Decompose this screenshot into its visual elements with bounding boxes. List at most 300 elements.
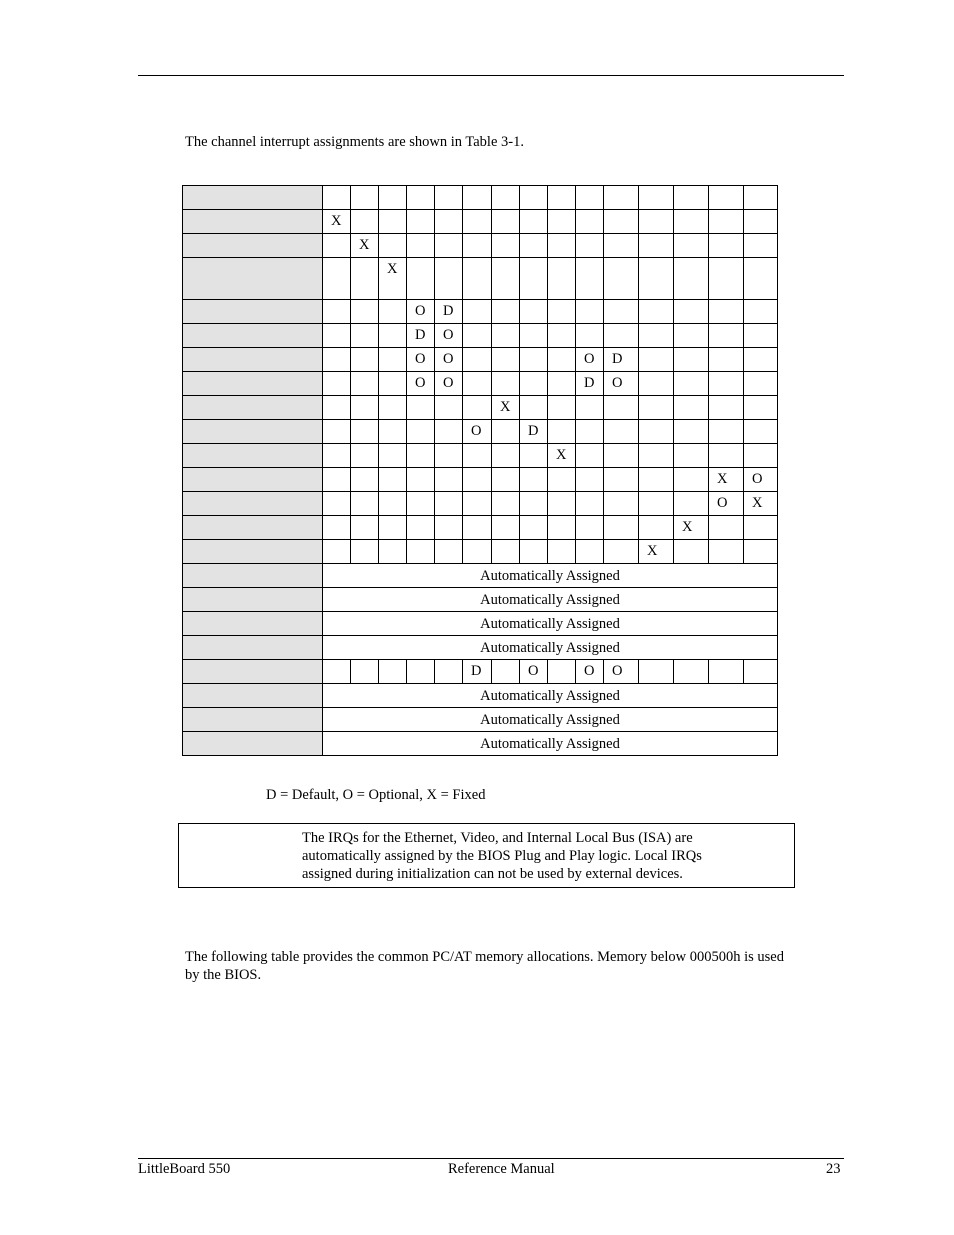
irq-cell [323, 396, 351, 420]
irq-cell [351, 492, 379, 516]
irq-cell [492, 300, 520, 324]
irq-row-label-cell [183, 708, 323, 732]
irq-cell [520, 234, 548, 258]
irq-cell: X [492, 396, 520, 420]
irq-cell [463, 516, 492, 540]
auto-assigned-cell: Automatically Assigned [323, 612, 778, 636]
irq-cell [604, 186, 639, 210]
irq-cell [435, 444, 463, 468]
auto-assigned-cell: Automatically Assigned [323, 588, 778, 612]
irq-cell [435, 492, 463, 516]
irq-table-row [183, 186, 778, 210]
auto-assigned-cell: Automatically Assigned [323, 636, 778, 660]
irq-cell [351, 420, 379, 444]
irq-cell [463, 444, 492, 468]
irq-cell [674, 348, 709, 372]
irq-cell [604, 324, 639, 348]
irq-cell: X [709, 468, 744, 492]
irq-cell [435, 396, 463, 420]
irq-cell [379, 540, 407, 564]
irq-cell [709, 348, 744, 372]
irq-cell [674, 396, 709, 420]
irq-cell [639, 234, 674, 258]
irq-cell [492, 234, 520, 258]
irq-cell [492, 348, 520, 372]
irq-cell: O [709, 492, 744, 516]
irq-cell [548, 234, 576, 258]
irq-cell [323, 444, 351, 468]
irq-assignment-table [182, 185, 778, 756]
irq-cell [639, 210, 674, 234]
irq-cell [492, 372, 520, 396]
irq-cell [548, 660, 576, 684]
irq-cell: X [351, 234, 379, 258]
irq-cell: D [463, 660, 492, 684]
irq-cell [709, 396, 744, 420]
irq-cell: O [744, 468, 778, 492]
irq-table-row [183, 300, 778, 324]
irq-cell [744, 516, 778, 540]
irq-cell [709, 420, 744, 444]
irq-cell [576, 300, 604, 324]
irq-cell [674, 468, 709, 492]
irq-cell [548, 396, 576, 420]
irq-cell [407, 444, 435, 468]
memory-paragraph [185, 948, 845, 984]
irq-cell [435, 468, 463, 492]
irq-cell [323, 372, 351, 396]
irq-row-label-cell [183, 588, 323, 612]
irq-row-label-cell [183, 516, 323, 540]
irq-table-row [183, 210, 778, 234]
irq-cell [548, 468, 576, 492]
irq-cell [435, 210, 463, 234]
irq-cell [463, 468, 492, 492]
irq-cell [604, 492, 639, 516]
irq-cell [435, 420, 463, 444]
irq-cell [379, 234, 407, 258]
irq-row-label-cell [183, 210, 323, 234]
irq-cell [639, 660, 674, 684]
irq-cell [407, 660, 435, 684]
irq-row-label-cell [183, 258, 323, 300]
irq-table-row [183, 492, 778, 516]
irq-cell: O [407, 372, 435, 396]
irq-cell [351, 444, 379, 468]
irq-cell [463, 234, 492, 258]
irq-cell [520, 258, 548, 300]
irq-row-label-cell [183, 684, 323, 708]
irq-cell: O [604, 660, 639, 684]
irq-cell [548, 348, 576, 372]
irq-cell [463, 210, 492, 234]
irq-cell: O [435, 324, 463, 348]
irq-cell [351, 324, 379, 348]
irq-cell [639, 516, 674, 540]
irq-cell [463, 540, 492, 564]
irq-cell [604, 516, 639, 540]
irq-cell [548, 324, 576, 348]
irq-cell [744, 186, 778, 210]
irq-cell [492, 540, 520, 564]
irq-cell [604, 468, 639, 492]
irq-cell [744, 234, 778, 258]
irq-table-row [183, 684, 778, 708]
irq-row-label-cell [183, 420, 323, 444]
irq-table-row [183, 660, 778, 684]
irq-cell [379, 372, 407, 396]
irq-cell: D [520, 420, 548, 444]
irq-cell [548, 300, 576, 324]
irq-cell [351, 540, 379, 564]
irq-row-label-cell [183, 324, 323, 348]
irq-cell [576, 186, 604, 210]
irq-cell [407, 210, 435, 234]
irq-cell [351, 186, 379, 210]
irq-cell [639, 468, 674, 492]
irq-cell [576, 492, 604, 516]
irq-cell [548, 210, 576, 234]
irq-cell [604, 258, 639, 300]
irq-cell [674, 420, 709, 444]
irq-cell: O [435, 348, 463, 372]
irq-cell [709, 372, 744, 396]
intro-paragraph: The channel interrupt assignments are shown in Table 3-1. [185, 134, 524, 150]
irq-cell [463, 258, 492, 300]
irq-cell [709, 234, 744, 258]
irq-cell [744, 540, 778, 564]
irq-cell [674, 660, 709, 684]
irq-cell [576, 258, 604, 300]
note-box [178, 823, 795, 888]
irq-cell: D [435, 300, 463, 324]
irq-cell [463, 396, 492, 420]
irq-cell [435, 540, 463, 564]
irq-cell [709, 186, 744, 210]
irq-cell [576, 324, 604, 348]
irq-cell [379, 186, 407, 210]
irq-cell [520, 324, 548, 348]
irq-row-label-cell [183, 300, 323, 324]
irq-cell [744, 258, 778, 300]
irq-cell [639, 420, 674, 444]
irq-cell [520, 186, 548, 210]
irq-row-label-cell [183, 732, 323, 756]
irq-row-label-cell [183, 396, 323, 420]
note-text [302, 829, 762, 883]
irq-cell [323, 468, 351, 492]
irq-cell [576, 420, 604, 444]
irq-table-row [183, 588, 778, 612]
irq-cell: O [604, 372, 639, 396]
irq-cell [407, 492, 435, 516]
note-line: automatically assigned by the BIOS Plug and Play logic. Local IRQs [302, 848, 702, 864]
irq-cell: X [639, 540, 674, 564]
irq-cell [744, 348, 778, 372]
irq-row-label-cell [183, 612, 323, 636]
irq-cell [351, 258, 379, 300]
irq-cell [520, 300, 548, 324]
irq-cell: D [576, 372, 604, 396]
irq-cell [674, 300, 709, 324]
irq-cell [744, 420, 778, 444]
irq-cell [639, 258, 674, 300]
note-line: The IRQs for the Ethernet, Video, and Internal Local Bus (ISA) are [302, 830, 693, 846]
irq-cell [407, 516, 435, 540]
irq-cell [674, 540, 709, 564]
irq-cell [576, 516, 604, 540]
irq-cell [492, 186, 520, 210]
irq-table-row [183, 708, 778, 732]
irq-cell [604, 234, 639, 258]
irq-cell [323, 540, 351, 564]
irq-cell [744, 396, 778, 420]
irq-cell: X [379, 258, 407, 300]
irq-cell [548, 540, 576, 564]
irq-table-row [183, 324, 778, 348]
table-legend: D = Default, O = Optional, X = Fixed [266, 787, 486, 803]
irq-cell [520, 540, 548, 564]
irq-cell [435, 516, 463, 540]
irq-cell [576, 234, 604, 258]
irq-cell: D [604, 348, 639, 372]
irq-cell [604, 444, 639, 468]
irq-cell [604, 420, 639, 444]
irq-cell [379, 396, 407, 420]
irq-cell [709, 300, 744, 324]
irq-cell [548, 420, 576, 444]
irq-cell [520, 492, 548, 516]
irq-cell [407, 468, 435, 492]
irq-row-label-cell [183, 186, 323, 210]
irq-cell [492, 468, 520, 492]
irq-cell: X [744, 492, 778, 516]
irq-cell [709, 324, 744, 348]
irq-cell [639, 348, 674, 372]
irq-cell [407, 540, 435, 564]
irq-cell [463, 348, 492, 372]
irq-cell [379, 468, 407, 492]
irq-cell [323, 492, 351, 516]
irq-cell [639, 492, 674, 516]
irq-cell [639, 396, 674, 420]
irq-cell [709, 540, 744, 564]
irq-cell [463, 300, 492, 324]
irq-cell [674, 186, 709, 210]
irq-table-row [183, 444, 778, 468]
irq-cell: O [463, 420, 492, 444]
irq-cell [639, 372, 674, 396]
irq-table-row [183, 396, 778, 420]
irq-cell: D [407, 324, 435, 348]
irq-cell [492, 492, 520, 516]
irq-cell [709, 516, 744, 540]
irq-cell: X [674, 516, 709, 540]
irq-cell [379, 516, 407, 540]
irq-cell: X [548, 444, 576, 468]
irq-table-row [183, 564, 778, 588]
irq-cell [548, 258, 576, 300]
irq-cell [323, 300, 351, 324]
memory-paragraph-line: by the BIOS. [185, 967, 262, 983]
note-line: assigned during initialization can not be used by external devices. [302, 866, 683, 882]
irq-cell [492, 324, 520, 348]
irq-cell [492, 444, 520, 468]
irq-row-label-cell [183, 234, 323, 258]
irq-table-row [183, 468, 778, 492]
irq-cell [744, 372, 778, 396]
irq-cell [463, 372, 492, 396]
irq-cell [548, 372, 576, 396]
page-number: 23 [826, 1161, 841, 1177]
auto-assigned-cell: Automatically Assigned [323, 708, 778, 732]
irq-cell [379, 660, 407, 684]
irq-cell [379, 420, 407, 444]
irq-cell [709, 660, 744, 684]
irq-cell [744, 324, 778, 348]
irq-cell: O [576, 660, 604, 684]
irq-cell [604, 540, 639, 564]
irq-row-label-cell [183, 660, 323, 684]
irq-cell [323, 420, 351, 444]
irq-cell [576, 540, 604, 564]
irq-cell [674, 324, 709, 348]
irq-cell [520, 444, 548, 468]
irq-cell [351, 300, 379, 324]
irq-cell [674, 492, 709, 516]
irq-cell [379, 300, 407, 324]
irq-row-label-cell [183, 372, 323, 396]
irq-cell [323, 234, 351, 258]
irq-cell [520, 348, 548, 372]
irq-cell [379, 324, 407, 348]
irq-cell [323, 516, 351, 540]
irq-cell [744, 660, 778, 684]
irq-cell [520, 396, 548, 420]
irq-cell [351, 396, 379, 420]
header-rule [138, 75, 844, 76]
irq-row-label-cell [183, 540, 323, 564]
irq-cell [548, 492, 576, 516]
irq-cell [463, 492, 492, 516]
irq-table-row [183, 348, 778, 372]
irq-cell [435, 660, 463, 684]
irq-cell [379, 348, 407, 372]
irq-cell [744, 300, 778, 324]
irq-table-row [183, 420, 778, 444]
irq-cell [351, 348, 379, 372]
irq-cell [351, 516, 379, 540]
irq-cell [492, 210, 520, 234]
irq-cell [520, 516, 548, 540]
irq-cell [323, 348, 351, 372]
irq-cell [548, 186, 576, 210]
irq-cell [674, 372, 709, 396]
irq-cell [520, 468, 548, 492]
irq-table-row [183, 372, 778, 396]
irq-row-label-cell [183, 564, 323, 588]
irq-cell [639, 324, 674, 348]
irq-table-row [183, 732, 778, 756]
irq-cell [709, 444, 744, 468]
irq-row-label-cell [183, 636, 323, 660]
irq-cell [604, 210, 639, 234]
irq-cell [674, 234, 709, 258]
irq-cell [576, 210, 604, 234]
irq-cell [744, 444, 778, 468]
irq-cell [744, 210, 778, 234]
irq-row-label-cell [183, 444, 323, 468]
irq-table-row [183, 636, 778, 660]
irq-cell: O [407, 300, 435, 324]
irq-cell [351, 660, 379, 684]
irq-cell [604, 300, 639, 324]
footer-title: LittleBoard 550 [138, 1161, 231, 1177]
footer-center: Reference Manual [448, 1161, 555, 1177]
irq-cell [407, 258, 435, 300]
irq-cell [323, 186, 351, 210]
irq-cell [351, 372, 379, 396]
irq-cell [492, 420, 520, 444]
irq-cell [379, 210, 407, 234]
irq-cell [435, 234, 463, 258]
irq-cell [492, 660, 520, 684]
irq-cell [323, 324, 351, 348]
footer-rule [138, 1158, 844, 1159]
irq-cell: O [407, 348, 435, 372]
irq-table-row [183, 258, 778, 300]
irq-table-row [183, 612, 778, 636]
irq-cell [435, 258, 463, 300]
irq-cell [709, 258, 744, 300]
auto-assigned-cell: Automatically Assigned [323, 684, 778, 708]
irq-cell [520, 372, 548, 396]
irq-cell [520, 210, 548, 234]
irq-cell [604, 396, 639, 420]
irq-cell [639, 300, 674, 324]
irq-cell [407, 234, 435, 258]
irq-cell [463, 324, 492, 348]
irq-table-row [183, 234, 778, 258]
irq-table-row [183, 516, 778, 540]
irq-row-label-cell [183, 468, 323, 492]
irq-cell [379, 492, 407, 516]
irq-cell: O [576, 348, 604, 372]
irq-cell [576, 468, 604, 492]
irq-cell [435, 186, 463, 210]
irq-row-label-cell [183, 348, 323, 372]
irq-cell [351, 210, 379, 234]
irq-cell [463, 186, 492, 210]
irq-cell [639, 444, 674, 468]
auto-assigned-cell: Automatically Assigned [323, 732, 778, 756]
irq-cell [379, 444, 407, 468]
memory-paragraph-line: The following table provides the common PC/AT memory allocations. Memory below 000500h is used [185, 949, 784, 965]
irq-cell [674, 444, 709, 468]
irq-row-label-cell [183, 492, 323, 516]
irq-cell [323, 258, 351, 300]
irq-cell [674, 258, 709, 300]
irq-cell [492, 516, 520, 540]
irq-cell [407, 396, 435, 420]
irq-cell [576, 396, 604, 420]
irq-cell [548, 516, 576, 540]
auto-assigned-cell: Automatically Assigned [323, 564, 778, 588]
irq-cell [323, 660, 351, 684]
irq-cell [407, 186, 435, 210]
irq-cell: O [435, 372, 463, 396]
irq-cell [351, 468, 379, 492]
